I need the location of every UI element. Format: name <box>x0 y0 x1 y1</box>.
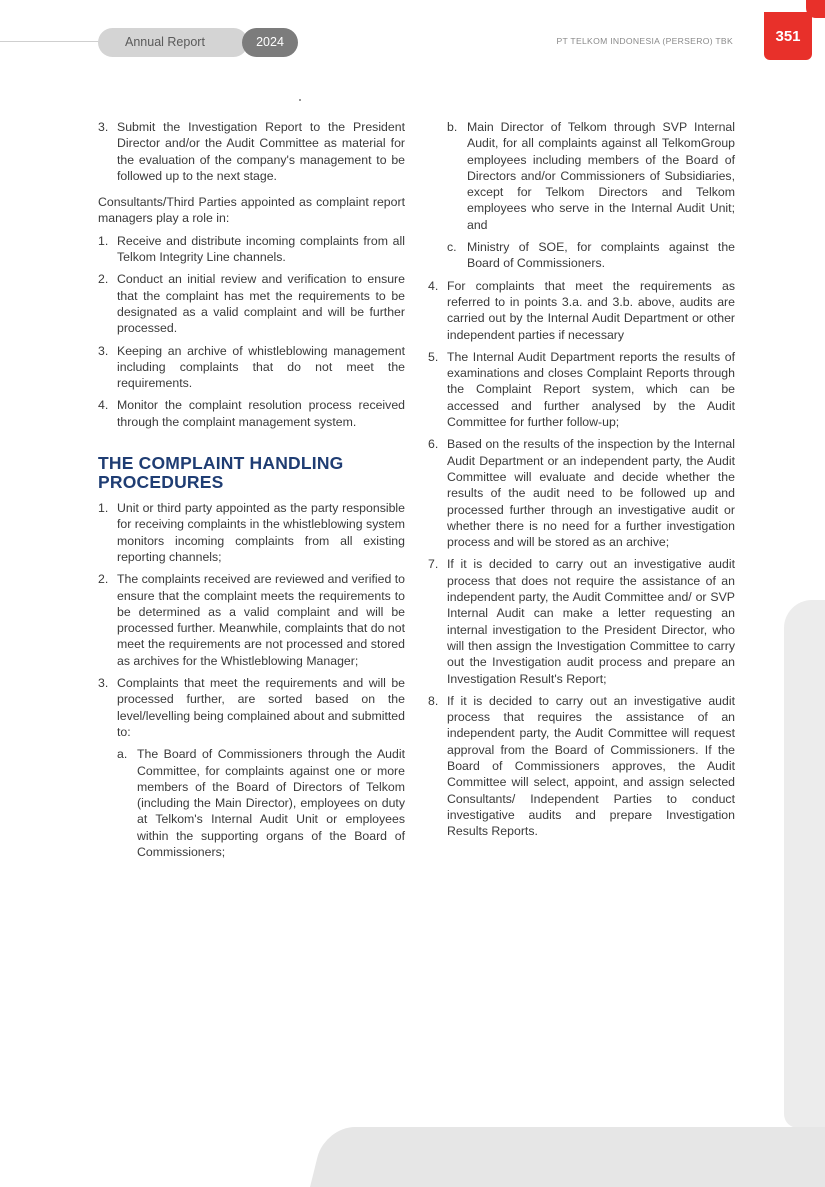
sub-list <box>428 119 735 272</box>
item-text: The Board of Commissioners through the Audit Committee, for complaints against one or more members of the Board of Directors of Telkom (including the Main Director), employees on duty at Telkom's Internal Audit Unit or employees within the supporting organs of the Board of Commissioners; <box>137 747 405 859</box>
list-item <box>98 675 405 740</box>
item-text: If it is decided to carry out an investigative audit process that requires the assistance of an independent party, the Audit Committee will request approval from the Board of Commissioners. If the Board of Commissioners approves, the Audit Committee will select, appoint, and assign selected Consultants/ Independent Parties to conduct investigative audits and prepare Investigation Results Reports. <box>447 693 735 839</box>
item-text: For complaints that meet the requirements as referred to in points 3.a. and 3.b. above, audits are carried out by the Internal Audit Department or other independent parties if necessary <box>447 278 735 342</box>
item-text: The complaints received are reviewed and verified to ensure that the complaint meets the requirements to be determined as a valid complaint and will be processed further. Meanwhile, complaints that do not meet the requirements are not processed and stored as archives for the Whistleblowing Manager; <box>117 572 405 668</box>
item-number: 3. <box>98 343 109 358</box>
item-text: Complaints that meet the requirements and will be processed further, are sorted based on the level/levelling being complained about and submitted to: <box>117 676 405 739</box>
item-text: Submit the Investigation Report to the President Director and/or the Audit Committee as material for the evaluation of the company's management to be followed up to the next stage. <box>117 120 405 183</box>
list-item <box>428 278 735 343</box>
year-pill: 2024 <box>242 28 298 57</box>
list-item <box>98 397 405 430</box>
item-text: The Internal Audit Department reports the results of examinations and closes Complaint Reports through the Complaint Report system, which can be accessed and further analysed by the Audit Committee for further follow-up; <box>447 349 735 430</box>
page-number: 351 <box>764 12 812 60</box>
item-text: Unit or third party appointed as the party responsible for receiving complaints in the whistleblowing system monitors incoming complaints from all existing reporting channels; <box>117 501 405 564</box>
list-item <box>428 349 735 430</box>
item-number: 5. <box>428 349 439 364</box>
item-number: 6. <box>428 437 439 452</box>
list-item <box>98 500 405 565</box>
item-number: 7. <box>428 557 439 572</box>
list-item <box>428 693 735 840</box>
item-letter: b. <box>447 120 458 134</box>
company-name: PT TELKOM INDONESIA (PERSERO) TBK <box>556 36 733 46</box>
item-number: 1. <box>98 233 109 248</box>
sub-list-item <box>447 239 735 272</box>
item-number: 3. <box>98 120 109 134</box>
decorative-bottom-panel <box>310 1127 825 1187</box>
sub-list <box>98 746 405 860</box>
item-number: 4. <box>98 398 109 413</box>
item-number: 2. <box>98 572 109 587</box>
list-item <box>98 343 405 392</box>
list-item <box>428 436 735 550</box>
item-text: If it is decided to carry out an investigative audit process that does not require the assistance of an independent party, the Audit Committee and/ or SVP Internal Audit can make a letter requesting an internal investigation to the President Director, who will then assign the Investigation Committee to carry out the Investigation audit process and prepare an Investigation Result's Report; <box>447 557 735 686</box>
sub-list-item <box>447 119 735 233</box>
item-number: 1. <box>98 501 109 516</box>
item-number: 8. <box>428 693 439 708</box>
stray-dot <box>299 99 301 101</box>
sub-list-item <box>117 746 405 860</box>
item-text: Based on the results of the inspection by the Internal Audit Department or an independent party, the Audit Committee will evaluate and decide whether the results of the audit need to be followed up and processed further through an investigative audit or whether there is no need for a further investigation process and will be stored as an archive; <box>447 437 735 550</box>
list-item <box>98 571 405 669</box>
item-letter: a. <box>117 747 128 762</box>
list-item <box>98 271 405 336</box>
item-text: Receive and distribute incoming complaints from all Telkom Integrity Line channels. <box>117 233 405 265</box>
item-number: 3. <box>98 676 109 691</box>
item-text: Monitor the complaint resolution process received through the complaint management system. <box>117 398 405 429</box>
report-label-pill: Annual Report <box>98 28 248 57</box>
item-letter: c. <box>447 240 457 255</box>
item-number: 2. <box>98 272 109 287</box>
decorative-side-panel <box>784 600 825 1128</box>
list-item <box>98 233 405 266</box>
right-column <box>428 119 735 845</box>
item-text: Keeping an archive of whistleblowing management including complaints that do not meet the requirements. <box>117 343 405 391</box>
header-rule <box>0 41 110 42</box>
item-text: Main Director of Telkom through SVP Internal Audit, for all complaints against all TelkomGroup employees including members of the Board of Directors and/or Commissioners of Subsidiaries, except for Telkom Directors and Telkom employees who serve in the Internal Audit Unit; and <box>467 120 735 232</box>
section-heading: THE COMPLAINT HANDLING PROCEDURES <box>98 453 344 493</box>
left-column <box>98 119 405 866</box>
list-item <box>428 556 735 686</box>
item-number: 4. <box>428 278 439 293</box>
item-text: Conduct an initial review and verification to ensure that the complaint has met the requirements to be designated as a valid complaint and will be further processed. <box>117 272 405 336</box>
item-text: Ministry of SOE, for complaints against the Board of Commissioners. <box>467 240 735 271</box>
roles-intro: Consultants/Third Parties appointed as complaint report managers play a role in: <box>98 195 405 226</box>
list-item <box>98 119 405 184</box>
